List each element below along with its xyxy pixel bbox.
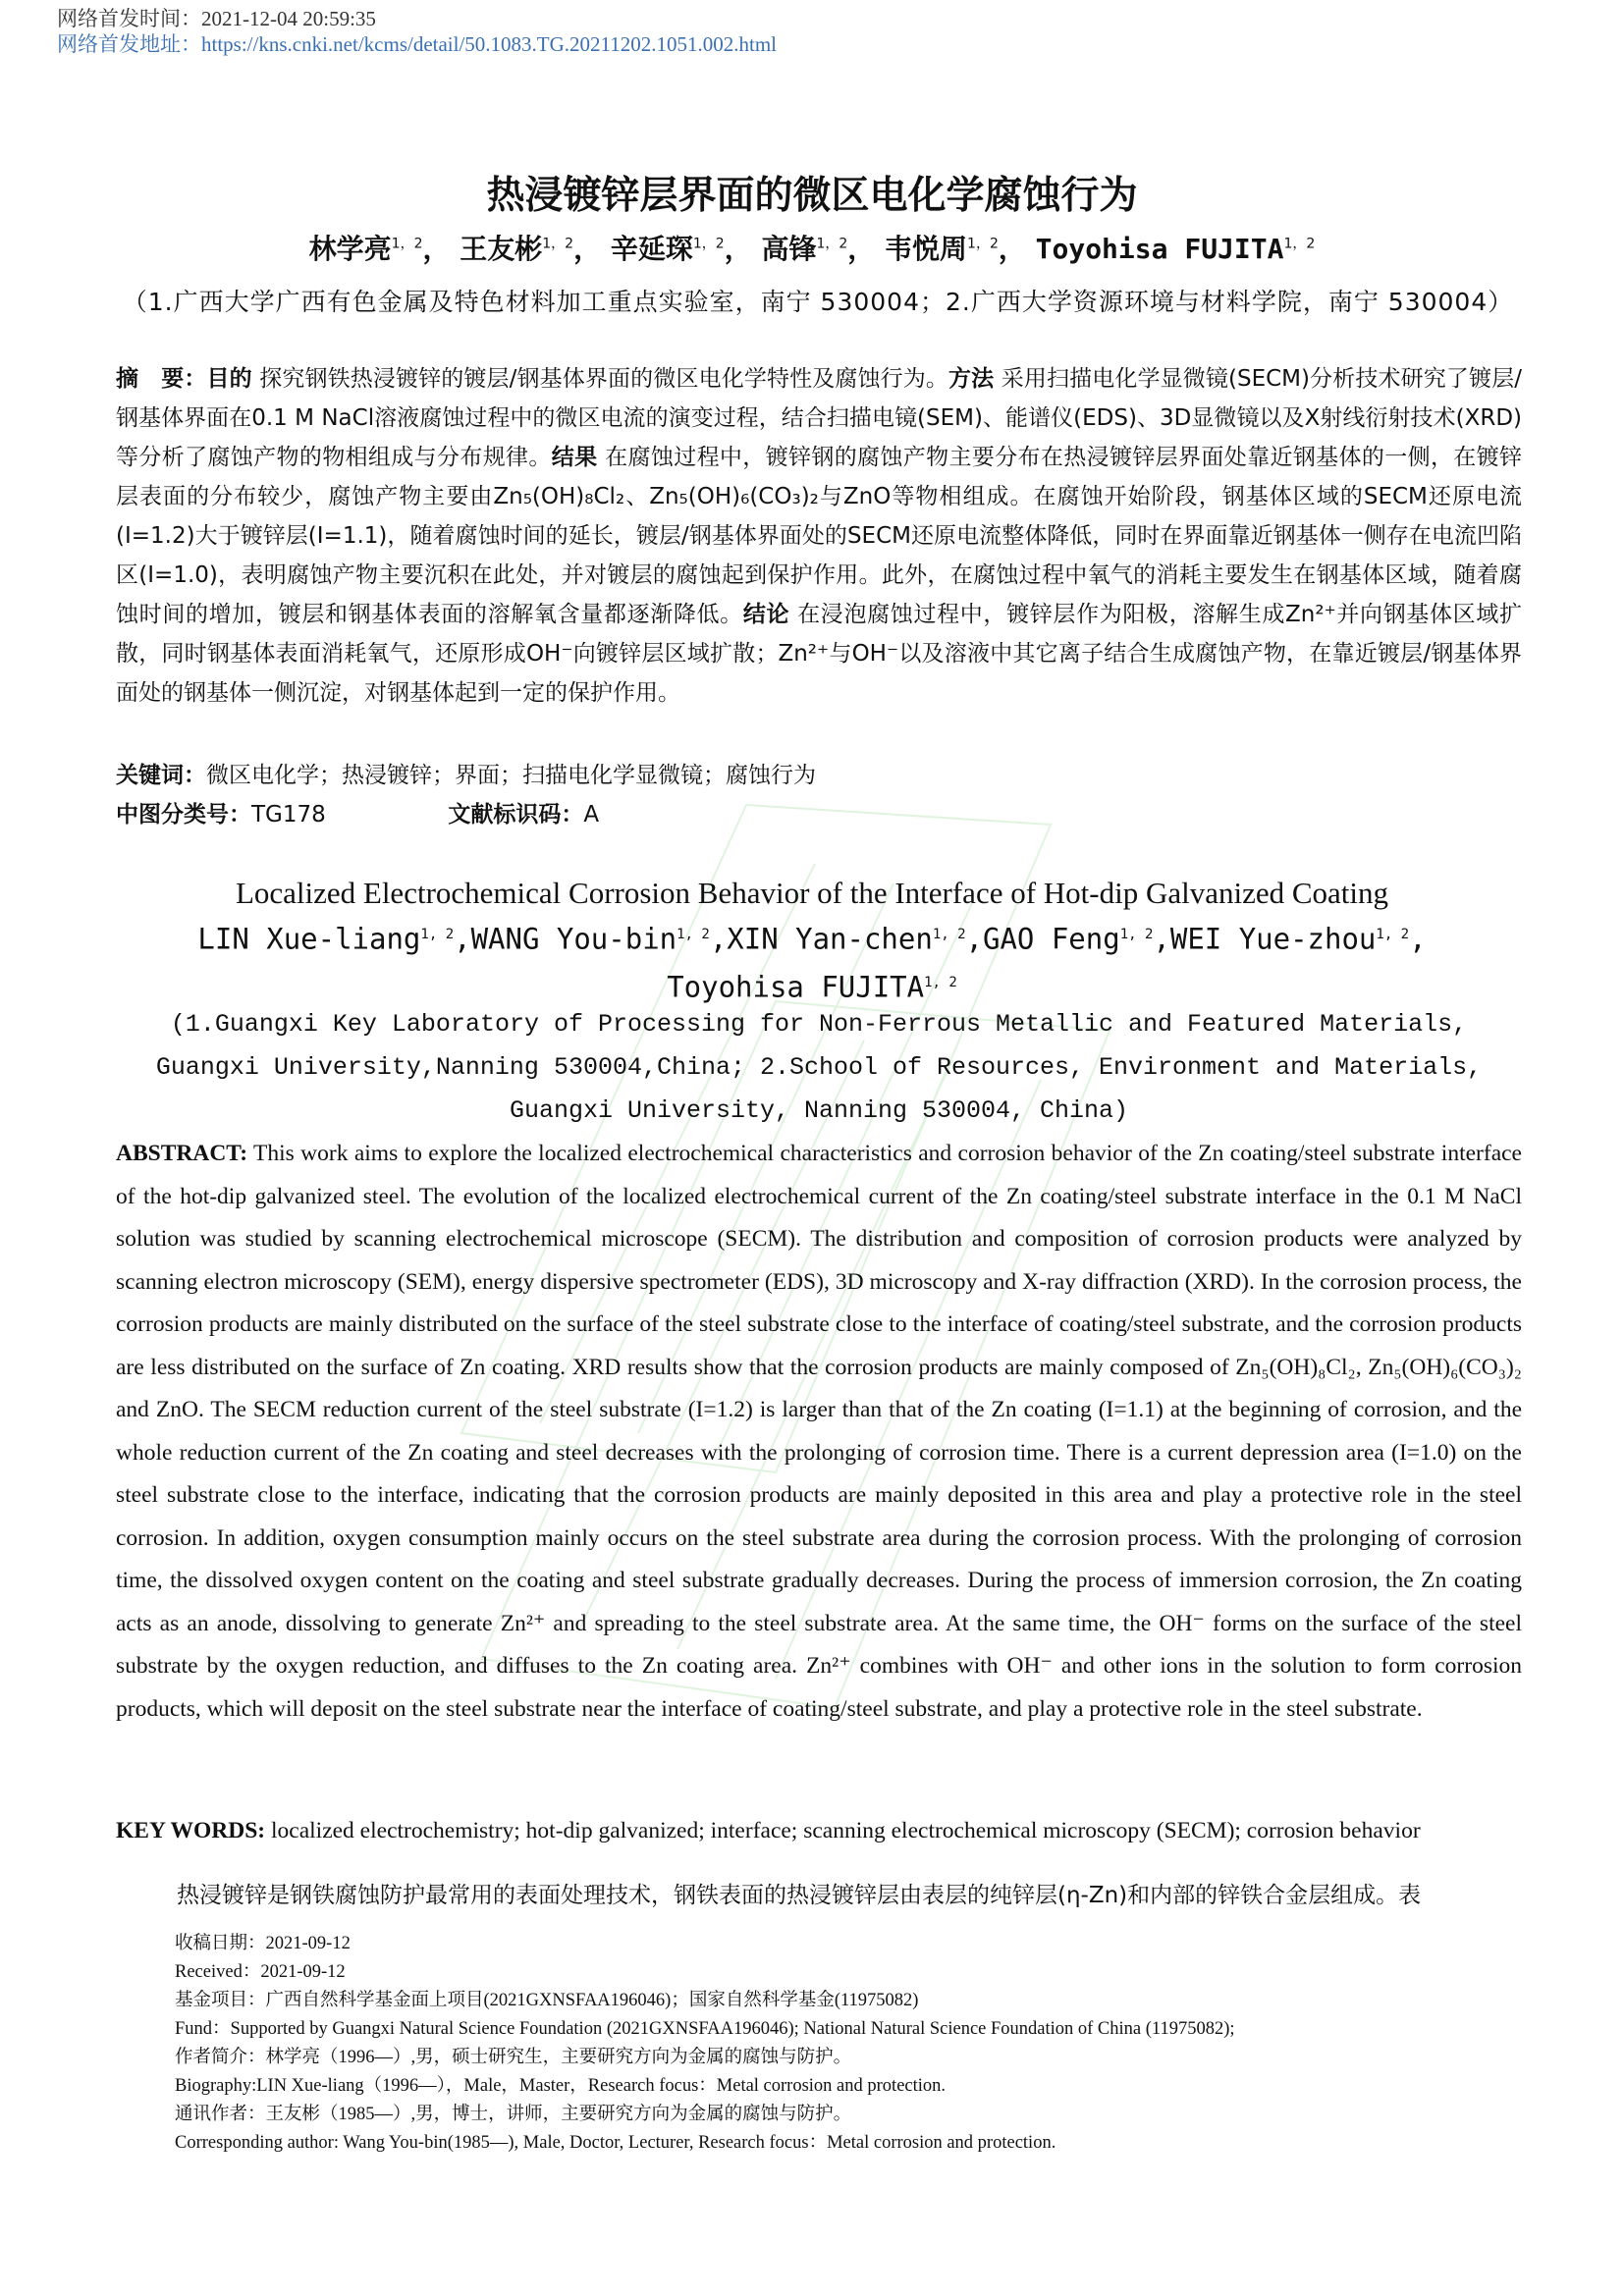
classification-line <box>116 795 1522 834</box>
author-sup: 1，2 <box>1283 236 1316 252</box>
abstract-chinese <box>116 359 1522 713</box>
footnote-received-cn: 收稿日期：2021-09-12 <box>175 1934 351 1953</box>
method-text: 采用扫描电化学显微镜(SECM)分析技术研究了镀层/钢基体界面在0.1 M NaCl溶液腐蚀过程中的微区电流的演变过程，结合扫描电镜(SEM)、能谱仪(EDS)、3D显微镜以及X射线衍射技术(XRD)等分析了腐蚀产物的物相组成与分布规律。 <box>116 366 1523 470</box>
author-sup-en: 1, 2 <box>1376 927 1410 942</box>
footnote-received-en: Received：2021-09-12 <box>175 1962 346 1982</box>
author-cn-2: 王友彬 <box>460 233 543 265</box>
conclusion-label: 结论 <box>742 602 790 627</box>
abstract-en-text: This work aims to explore the localized electrochemical characteristics and corrosion behavior of the Zn coating/steel substrate interface of the hot-dip galvanized steel. The evolution of the localized electrochemical current of the Zn coating/steel substrate interface in the 0.1 M NaCl solution was studied by scanning electrochemical microscope (SECM). The distribution and composition of corrosion products were analyzed by scanning electron microscopy (SEM), energy dispersive spectrometer (EDS), 3D microscopy and X-ray diffraction (XRD). In the corrosion process, the corrosion products are mainly distributed on the surface of the steel substrate close to the interface of coating/steel substrate, and the corrosion products are less distributed on the surface of Zn coating. XRD results show that the corrosion products are mainly composed of Zn₅(OH)₈Cl₂, Zn₅(OH)₆(CO₃)₂ and ZnO. The SECM reduction current of the steel substrate (I=1.2) is larger than that of the Zn coating (I=1.1) at the beginning of corrosion, and the whole reduction current of the Zn coating and steel decreases with the prolonging of corrosion time. There is a current depression area (I=1.0) on the steel substrate close to the interface, indicating that the corrosion products are mainly deposited in this area and play a protective role in the steel corrosion. In addition, oxygen consumption mainly occurs on the steel substrate area during the corrosion process. With the prolonging of corrosion time, the dissolved oxygen content on the coating and steel substrate gradually decreases. During the process of immersion corrosion, the Zn coating acts as an anode, dissolving to generate Zn²⁺ and spreading to the steel substrate area. At the same time, the OH⁻ forms on the surface of the steel substrate by the oxygen reduction, and diffuses to the Zn coating area. Zn²⁺ combines with OH⁻ and other ions in the solution to form corrosion products, which will deposit on the steel substrate near the interface of coating/steel substrate, and play a protective role in the steel substrate. <box>116 1141 1522 1722</box>
clc-value: TG178 <box>251 802 326 828</box>
author-sup: 1，2 <box>967 236 999 252</box>
keywords-cn-text: 微区电化学；热浸镀锌；界面；扫描电化学显微镜；腐蚀行为 <box>206 763 816 788</box>
author-en-2: WANG You-bin <box>470 922 677 956</box>
author-sup: 1，2 <box>692 236 725 252</box>
author-cn-3: 辛延琛 <box>610 233 693 265</box>
footnote-fund-cn: 基金项目：广西自然科学基金面上项目(2021GXNSFAA196046)；国家自然科学基金(11975082) <box>175 1991 919 2010</box>
method-label: 方法 <box>948 366 995 392</box>
keywords-chinese <box>116 756 1522 795</box>
author-sup-en: 1, 2 <box>1119 927 1154 942</box>
doc-code-label: 文献标识码： <box>448 802 584 828</box>
first-publish-time: 网络首发时间：2021-12-04 20:59:35 <box>57 7 376 30</box>
authors-english: LIN Xue-liang$^{1, 2}$,WANG You-bin$^{1, 2}$,XIN Yan-chen$^{1, 2}$,GAO Feng$^{1, 2}$,WEI Yue-zhou$^{1, 2}$, Toyohisa FUJITA$^{1, 2}$ <box>197 922 1427 1004</box>
keywords-en-text: localized electrochemistry; hot-dip galvanized; interface; scanning electrochemical microscopy (SECM); corrosion behavior <box>265 1818 1421 1843</box>
purpose-label: 目的 <box>206 366 252 392</box>
abstract-cn-label: 摘 要： <box>116 366 207 392</box>
clc-label: 中图分类号： <box>116 802 251 828</box>
abstract-en-label: ABSTRACT: <box>116 1141 248 1166</box>
keywords-cn-label: 关键词： <box>116 763 206 788</box>
author-cn-5: 韦悦周 <box>885 233 968 265</box>
author-sup-en: 1, 2 <box>677 927 710 942</box>
conclusion-text: 在浸泡腐蚀过程中，镀锌层作为阳极，溶解生成Zn²⁺并向钢基体区域扩散，同时钢基体表面消耗氧气，还原形成OH⁻向镀锌层区域扩散；Zn²⁺与OH⁻以及溶液中其它离子结合生成腐蚀产物，在靠近镀层/钢基体界面处的钢基体一侧沉淀，对钢基体起到一定的保护作用。 <box>116 602 1522 706</box>
abstract-english <box>116 1133 1522 1731</box>
title-chinese: 热浸镀锌层界面的微区电化学腐蚀行为 <box>486 174 1138 218</box>
author-sup-en: 1, 2 <box>932 927 966 942</box>
affiliation-chinese: （1.广西大学广西有色金属及特色材料加工重点实验室，南宁 530004；2.广西大学资源环境与材料学院，南宁 530004） <box>122 288 1514 316</box>
author-en-4: GAO Feng <box>983 922 1120 956</box>
keywords-en-label: KEY WORDS: <box>116 1818 266 1843</box>
purpose-text: 探究钢铁热浸镀锌的镀层/钢基体界面的微区电化学特性及腐蚀行为。 <box>251 366 948 392</box>
author-cn-1: 林学亮 <box>308 233 392 265</box>
footnote-corresponding-cn: 通讯作者：王友彬（1985—）,男，博士，讲师，主要研究方向为金属的腐蚀与防护。 <box>175 2105 852 2124</box>
author-sup: 1，2 <box>816 236 848 252</box>
author-sup: 1，2 <box>542 236 574 252</box>
result-text: 在腐蚀过程中，镀锌钢的腐蚀产物主要分布在热浸镀锌层界面处靠近钢基体的一侧，在镀锌层表面的分布较少，腐蚀产物主要由Zn₅(OH)₈Cl₂、Zn₅(OH)₆(CO₃)₂与ZnO等物相组成。在腐蚀开始阶段，钢基体区域的SECM还原电流(I=1.2)大于镀锌层(I=1.1)，随着腐蚀时间的延长，镀层/钢基体界面处的SECM还原电流整体降低，同时在界面靠近钢基体一侧存在电流凹陷区(I=1.0)，表明腐蚀产物主要沉积在此处，并对镀层的腐蚀起到保护作用。此外，在腐蚀过程中氧气的消耗主要发生在钢基体区域，随着腐蚀时间的增加，镀层和钢基体表面的溶解氧含量都逐渐降低。 <box>116 445 1523 627</box>
keywords-english <box>116 1818 1530 1844</box>
author-sup-en: 1, 2 <box>420 927 455 942</box>
body-paragraph: 热浸镀锌是钢铁腐蚀防护最常用的表面处理技术，钢铁表面的热浸镀锌层由表层的纯锌层(η-Zn)和内部的锌铁合金层组成。表 <box>177 1883 1422 1908</box>
author-sup-en: 1, 2 <box>924 974 957 990</box>
author-cn-6: Toyohisa FUJITA <box>1035 233 1284 265</box>
footnotes <box>175 1930 1530 2158</box>
footnote-fund-en: Fund：Supported by Guangxi Natural Science Foundation (2021GXNSFAA196046); National Natural Science Foundation of China (11975082); <box>175 2019 1235 2039</box>
author-en-6: Toyohisa FUJITA <box>667 970 925 1004</box>
author-en-1: LIN Xue-liang <box>197 922 421 956</box>
footnote-corresponding-en: Corresponding author: Wang You-bin(1985—), Male, Doctor, Lecturer, Research focus：Metal corrosion and protection. <box>175 2133 1056 2153</box>
author-cn-4: 高锋 <box>761 233 817 265</box>
title-english: Localized Electrochemical Corrosion Behavior of the Interface of Hot-dip Galvanized Coating <box>235 876 1389 910</box>
doc-code-value: A <box>583 802 600 828</box>
result-label: 结果 <box>551 445 598 470</box>
footnote-biography-cn: 作者简介：林学亮（1996—）,男，硕士研究生，主要研究方向为金属的腐蚀与防护。 <box>175 2048 852 2067</box>
affiliation-english: (1.Guangxi Key Laboratory of Processing for Non-Ferrous Metallic and Featured Materials, Guangxi University,Nanning 530004,China; 2.School of Resources, Environment and Materials, Guangxi University, Nanning 530004, China) <box>155 1010 1483 1125</box>
authors-chinese: 林学亮$^{1,2}$， 王友彬$^{1,2}$， 辛延琛$^{1,2}$， 高锋$^{1,2}$， 韦悦周$^{1,2}$， Toyohisa $FUJITA^{1,2}$ <box>308 233 1316 265</box>
footnote-biography-en: Biography:LIN Xue-liang（1996—），Male，Master，Research focus：Metal corrosion and protection. <box>175 2076 947 2096</box>
author-sup: 1，2 <box>391 236 423 252</box>
first-publish-url[interactable]: 网络首发地址：https://kns.cnki.net/kcms/detail/50.1083.TG.20211202.1051.002.html <box>57 32 778 56</box>
author-en-3: XIN Yan-chen <box>727 922 933 956</box>
author-en-5: WEI Yue-zhou <box>1169 922 1377 956</box>
